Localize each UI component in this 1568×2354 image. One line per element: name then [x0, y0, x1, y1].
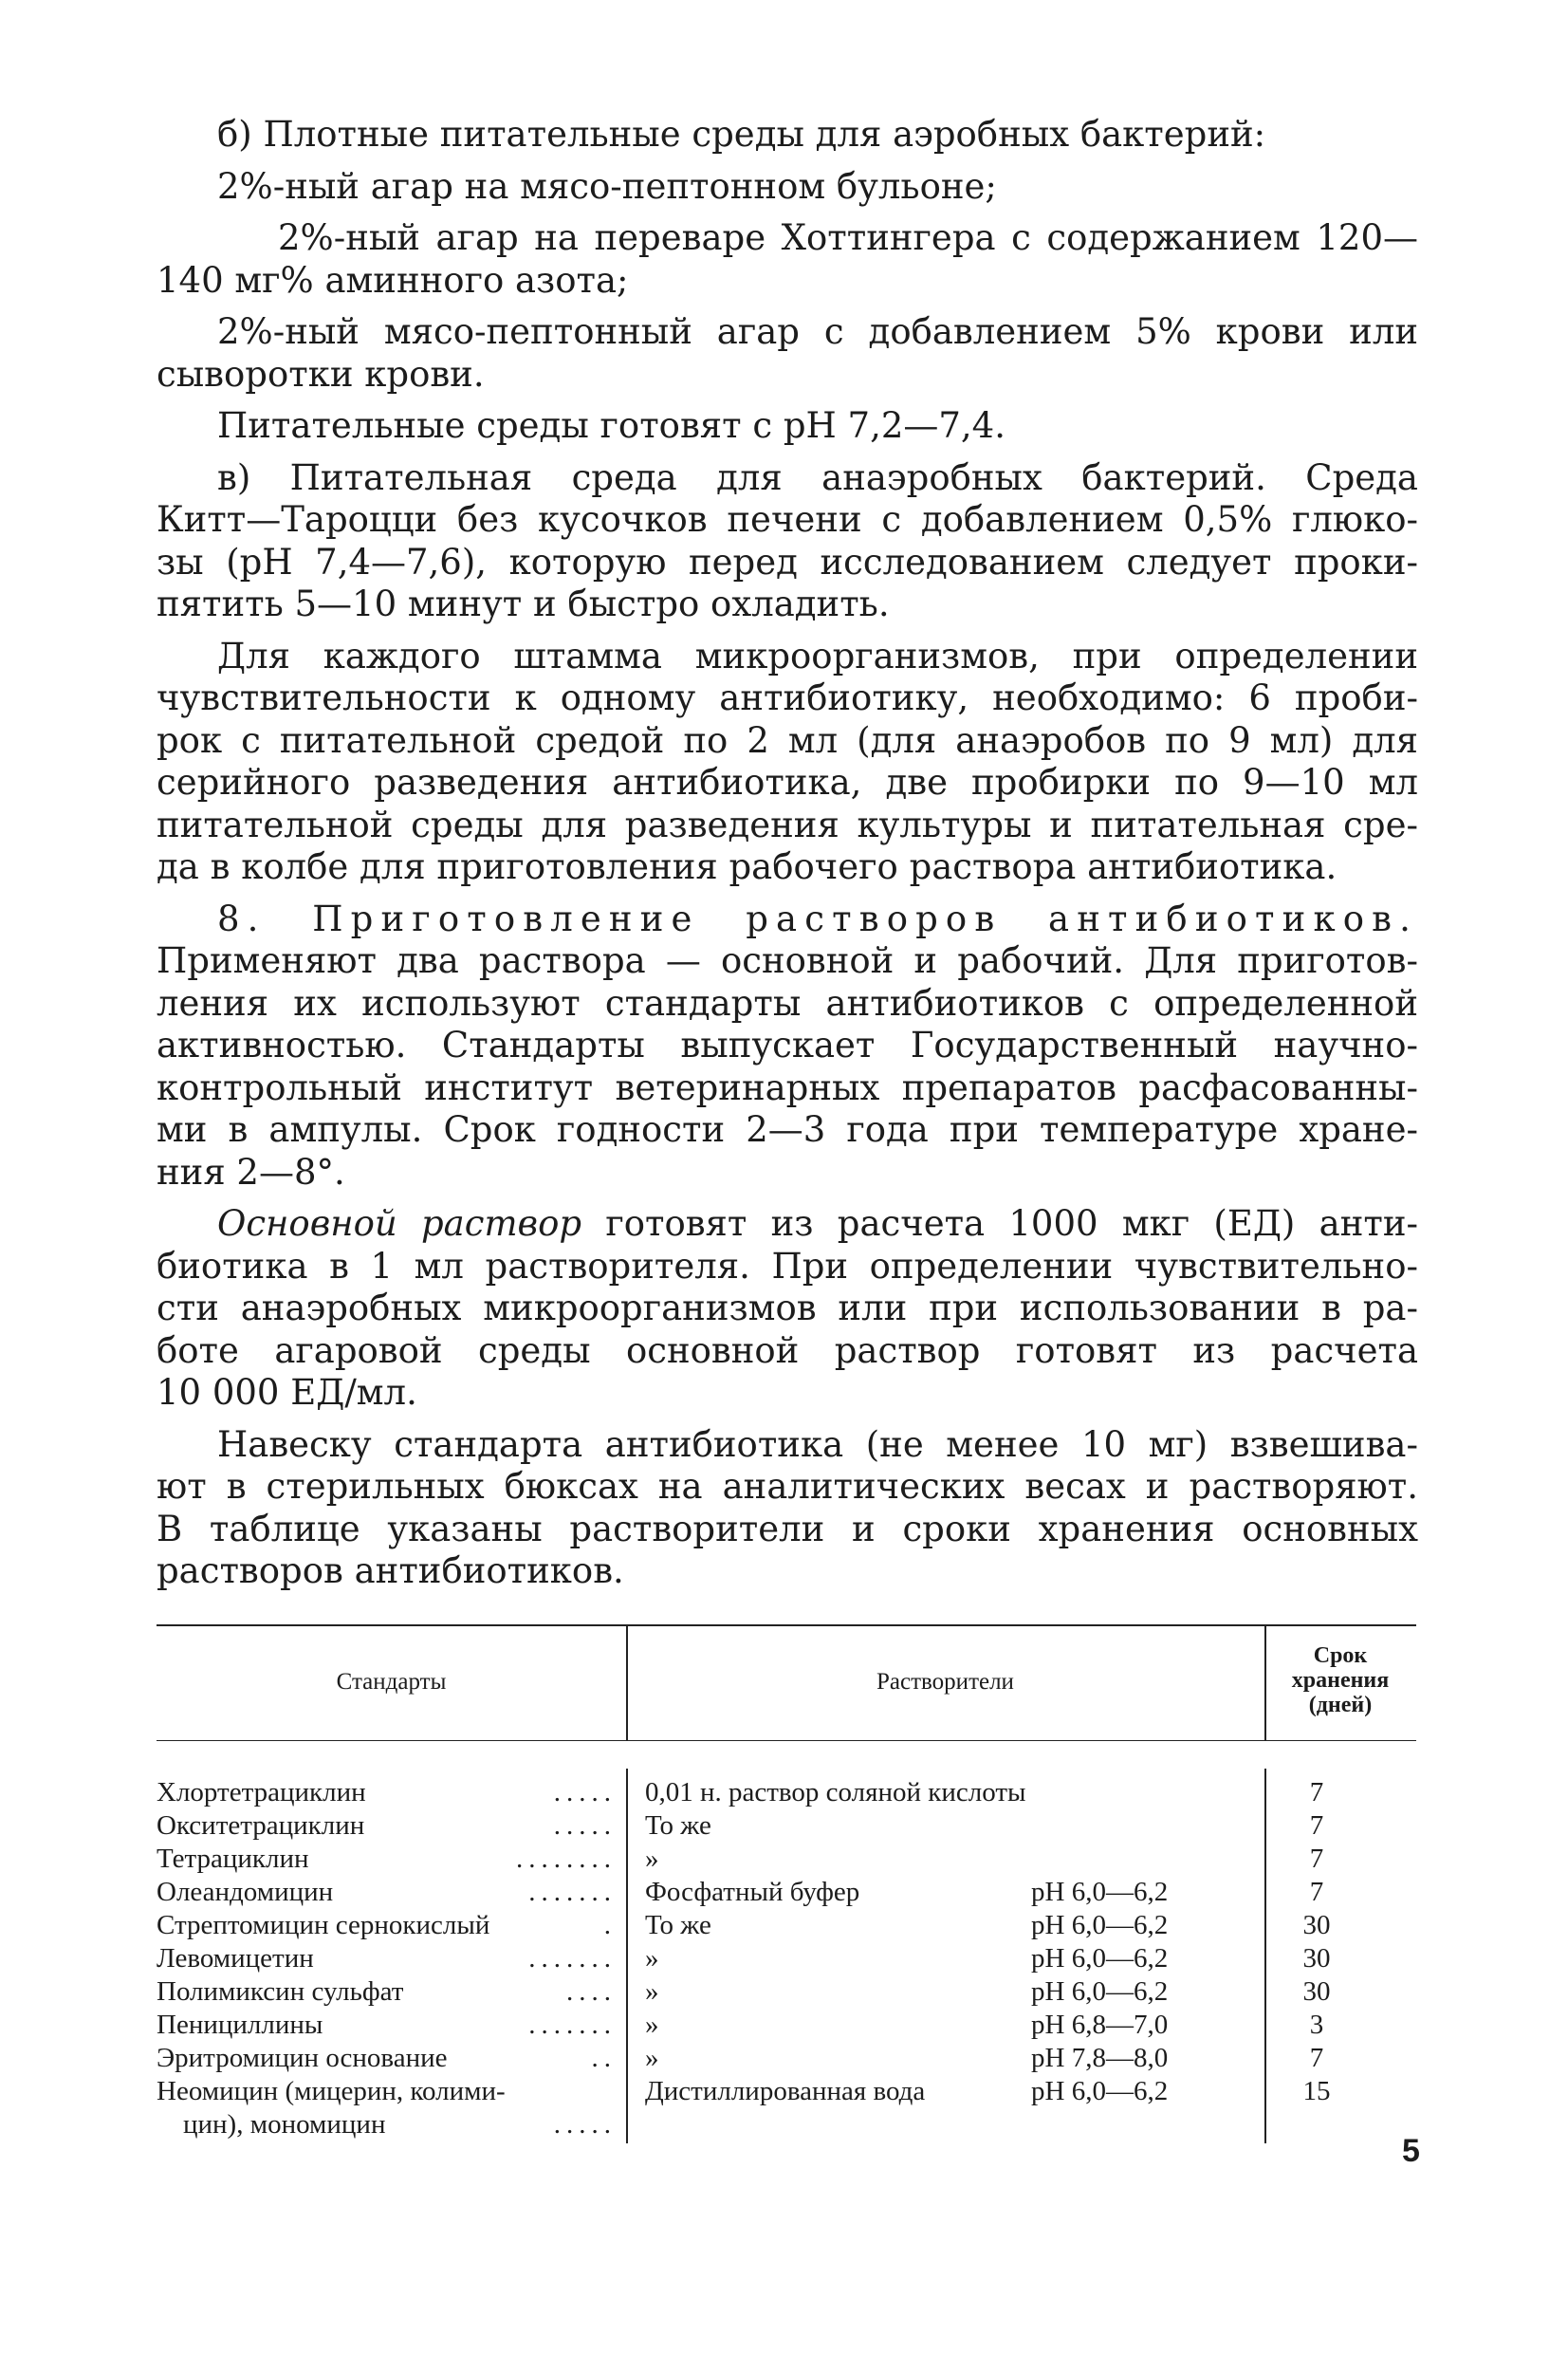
- text-line: Применяют два раствора — основной и рабочий. Для приготов-: [157, 940, 1418, 981]
- text-line: ления их используют стандарты антибиотиков с определенной: [157, 982, 1418, 1024]
- ph-cell: pH 7,8—8,0: [1031, 2043, 1169, 2073]
- storage-days-cell: 15: [1302, 2076, 1331, 2106]
- solvent-cell: »: [645, 1976, 659, 2007]
- leader-dots: .......: [528, 2010, 617, 2040]
- solvent-cell: »: [645, 1844, 659, 1874]
- solvent-cell: То же: [645, 1810, 711, 1841]
- solvent-cell: 0,01 н. раствор соляной кислоты: [645, 1777, 1026, 1807]
- leader-dots: .....: [553, 2109, 617, 2140]
- leader-dots: .......: [528, 1877, 617, 1907]
- text-line: Питательные среды готовят с pH 7,2—7,4.: [217, 405, 1005, 446]
- text-line: ми в ампулы. Срок годности 2—3 года при температуре хране-: [157, 1109, 1418, 1150]
- ph-cell: pH 6,0—6,2: [1031, 1910, 1169, 1940]
- text-line: Китт—Тароцци без кусочков печени с добавлением 0,5% глюко-: [157, 499, 1418, 540]
- solvent-cell: »: [645, 2010, 659, 2040]
- text-line: пятить 5—10 минут и быстро охладить.: [157, 584, 890, 624]
- paragraph-weighing: [157, 1424, 1418, 1593]
- table-header-rule: [157, 1740, 1416, 1741]
- paragraph-ph: [157, 405, 1418, 448]
- text-line: [157, 1203, 1418, 1246]
- antibiotic-name: Эритромицин основание: [157, 2043, 448, 2073]
- text-line: В таблице указаны растворители и сроки хранения основных: [157, 1508, 1418, 1549]
- table-row: [157, 1843, 1416, 1876]
- storage-days-cell: 7: [1309, 2043, 1324, 2073]
- storage-days-cell: 7: [1309, 1844, 1324, 1874]
- text-line: ют в стерильных бюксах на аналитических весах и растворяют.: [157, 1466, 1418, 1507]
- text-line: питательной среды для разведения культуры и питательная сре-: [157, 804, 1418, 845]
- storage-days-cell: 30: [1302, 1976, 1331, 2007]
- table-row: [157, 2009, 1416, 2042]
- text-fragment: готовят из расчета 1000 мкг (ЕД) анти-: [581, 1203, 1418, 1244]
- term-main-solution: Основной раствор: [217, 1203, 582, 1244]
- leader-dots: .....: [553, 1777, 617, 1807]
- header-storage-line: Срок: [1313, 1643, 1368, 1668]
- storage-days-cell: 7: [1309, 1777, 1324, 1807]
- paragraph-b-heading: [157, 114, 1418, 157]
- antibiotic-name: Неомицин (мицерин, колими-: [157, 2076, 506, 2106]
- text-line: боте агаровой среды основной раствор готовят из расчета: [157, 1329, 1418, 1371]
- section-8-title: 8. Приготовление растворов антибиотиков.: [217, 898, 1418, 939]
- table-row: [157, 1809, 1416, 1843]
- text-line: зы (pH 7,4—7,6), которую перед исследованием следует проки-: [157, 541, 1418, 583]
- leader-dots: ..: [591, 2043, 617, 2073]
- table-top-rule: [157, 1624, 1416, 1626]
- ph-cell: pH 6,0—6,2: [1031, 1943, 1169, 1974]
- text-line: рок с питательной средой по 2 мл (для анаэробов по 9 мл) для: [157, 719, 1418, 761]
- ph-cell: pH 6,0—6,2: [1031, 2076, 1169, 2106]
- antibiotic-name: Окситетрациклин: [157, 1810, 365, 1841]
- ph-cell: pH 6,8—7,0: [1031, 2010, 1169, 2040]
- page-number: 5: [1402, 2133, 1420, 2169]
- antibiotic-name: Олеандомицин: [157, 1877, 334, 1907]
- text-line: 2%-ный мясо-пептонный агар с добавлением 5% крови или: [217, 311, 1418, 352]
- antibiotic-name: Хлортетрациклин: [157, 1777, 366, 1807]
- leader-dots: ....: [566, 1976, 617, 2007]
- antibiotic-name: Левомицетин: [157, 1943, 314, 1974]
- table-row: [157, 1776, 1416, 1809]
- solvent-cell: То же: [645, 1910, 711, 1940]
- table-row: [157, 1975, 1416, 2009]
- ph-cell: pH 6,0—6,2: [1031, 1976, 1169, 2007]
- antibiotic-name: Стрептомицин сернокислый: [157, 1910, 490, 1940]
- text-line: контрольный институт ветеринарных препаратов расфасованны-: [157, 1066, 1418, 1108]
- leader-dots: .......: [528, 1943, 617, 1974]
- table-row: [157, 2042, 1416, 2075]
- header-storage-line: (дней): [1308, 1693, 1373, 1717]
- solvent-cell: Фосфатный буфер: [645, 1877, 860, 1907]
- paragraph-each-strain: [157, 636, 1418, 889]
- text-line: сыворотки крови.: [157, 353, 485, 395]
- header-storage: [1264, 1643, 1416, 1717]
- paragraph-b3: [157, 311, 1418, 396]
- storage-days-cell: 3: [1309, 2010, 1324, 2040]
- paragraph-main-solution: [157, 1203, 1418, 1415]
- text-line: да в колбе для приготовления рабочего раствора антибиотика.: [157, 846, 1337, 887]
- page-body: [157, 114, 1418, 1603]
- text-line: Навеску стандарта антибиотика (не менее 10 мг) взвешива-: [217, 1423, 1418, 1465]
- text-line: чувствительности к одному антибиотику, необходимо: 6 проби-: [157, 677, 1418, 718]
- storage-days-cell: 30: [1302, 1943, 1331, 1974]
- storage-days-cell: 30: [1302, 1910, 1331, 1940]
- text-line: биотика в 1 мл растворителя. При определении чувствительно-: [157, 1245, 1418, 1287]
- storage-days-cell: 7: [1309, 1877, 1324, 1907]
- text-line: Для каждого штамма микроорганизмов, при определении: [217, 635, 1418, 677]
- text-line: сти анаэробных микроорганизмов или при использовании в ра-: [157, 1288, 1418, 1328]
- text-line: в) Питательная среда для анаэробных бактерий. Среда: [217, 456, 1418, 498]
- storage-days-cell: 7: [1309, 1810, 1324, 1841]
- text-line: активностью. Стандарты выпускает Государственный научно-: [157, 1025, 1418, 1066]
- paragraph-b2: [157, 217, 1418, 302]
- leader-dots: .: [603, 1910, 617, 1940]
- text-line: б) Плотные питательные среды для аэробных бактерий:: [217, 114, 1266, 155]
- table-row: [157, 2075, 1416, 2108]
- table-row: [157, 1876, 1416, 1909]
- solvent-cell: Дистиллированная вода: [645, 2076, 926, 2106]
- table-row: [157, 1942, 1416, 1975]
- paragraph-b1: [157, 166, 1418, 209]
- text-line: 2%-ный агар на мясо-пептонном бульоне;: [217, 165, 997, 207]
- section-8: [157, 899, 1418, 1195]
- text-line: серийного разведения антибиотика, две пробирки по 9—10 мл: [157, 762, 1418, 803]
- antibiotic-name: Тетрациклин: [157, 1844, 309, 1874]
- solvent-cell: »: [645, 1943, 659, 1974]
- text-line: ния 2—8°.: [157, 1151, 345, 1193]
- header-storage-line: хранения: [1291, 1668, 1390, 1693]
- solvent-cell: »: [645, 2043, 659, 2073]
- table-row: [157, 2108, 1416, 2141]
- paragraph-v: [157, 457, 1418, 626]
- leader-dots: .....: [553, 1810, 617, 1841]
- leader-dots: ........: [516, 1844, 617, 1874]
- antibiotic-name: Полимиксин сульфат: [157, 1976, 404, 2007]
- table-row: [157, 1909, 1416, 1942]
- text-line: 10 000 ЕД/мл.: [157, 1372, 417, 1413]
- header-standards: Стандарты: [336, 1669, 447, 1695]
- header-solvents: Растворители: [876, 1669, 1014, 1695]
- ph-cell: pH 6,0—6,2: [1031, 1877, 1169, 1907]
- antibiotic-name: цин), мономицин: [183, 2109, 386, 2140]
- text-line: 140 мг% аминного азота;: [157, 259, 629, 301]
- text-line: 2%-ный агар на переваре Хоттингера с содержанием 120—: [278, 217, 1418, 258]
- antibiotic-name: Пенициллины: [157, 2010, 323, 2040]
- text-line: растворов антибиотиков.: [157, 1550, 624, 1591]
